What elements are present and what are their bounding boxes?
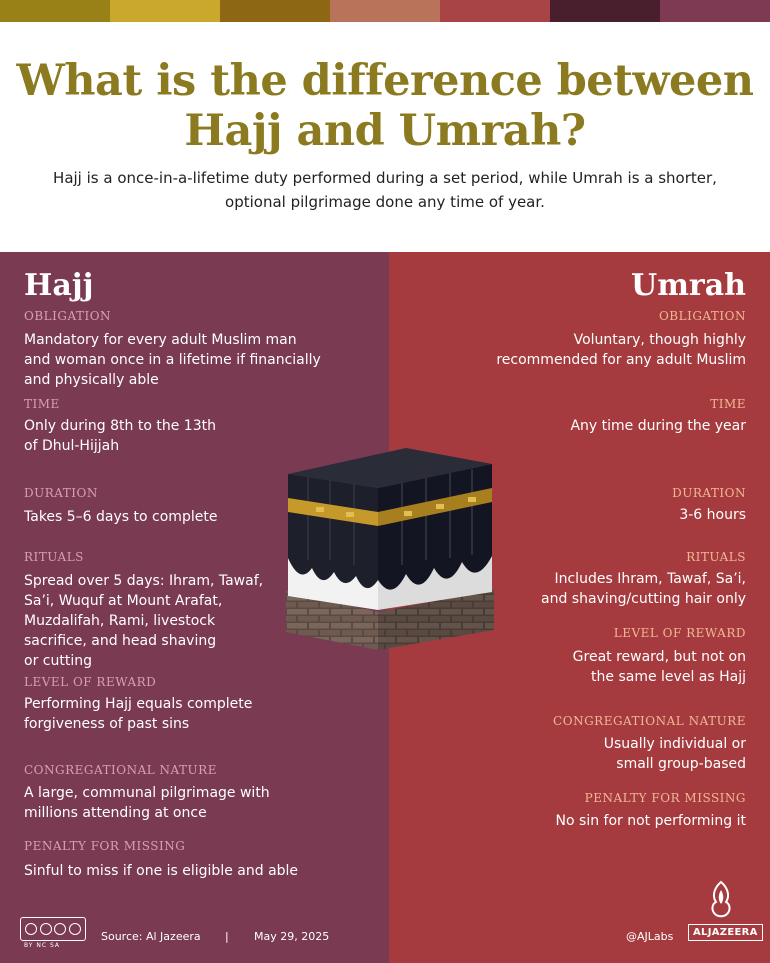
umrah-duration-label: DURATION	[672, 486, 746, 500]
umrah-obligation-text	[416, 330, 746, 370]
subtitle-line-2: optional pilgrimage done any time of year.	[225, 193, 545, 211]
title-line-1: What is the difference between	[16, 56, 754, 106]
text-line: millions attending at once	[24, 805, 207, 821]
stripe	[330, 0, 440, 22]
stripe	[550, 0, 660, 22]
text-line: or cutting	[24, 653, 92, 669]
text-line: Mandatory for every adult Muslim man	[24, 332, 297, 348]
stripe	[660, 0, 770, 22]
text-line: Spread over 5 days: Ihram, Tawaf,	[24, 573, 264, 589]
text-line: Voluntary, though highly	[573, 332, 746, 348]
subtitle-line-1: Hajj is a once-in-a-lifetime duty performed during a set period, while Umrah is a shorter,	[53, 169, 717, 187]
text-line: Includes Ihram, Tawaf, Sa’i,	[554, 571, 746, 587]
footer-separator: |	[225, 930, 229, 943]
text-line: sacrifice, and head shaving	[24, 633, 217, 649]
text-line: of Dhul-Hijjah	[24, 438, 120, 454]
text-line: and woman once in a lifetime if financially	[24, 352, 321, 368]
kaaba-illustration	[286, 440, 496, 650]
text-line: forgiveness of past sins	[24, 716, 190, 732]
license-labels: BY NC SA	[24, 942, 60, 949]
umrah-time-text: Any time during the year	[570, 418, 746, 434]
text-line: Great reward, but not on	[572, 649, 746, 665]
text-line: the same level as Hajj	[591, 669, 746, 685]
hajj-time-label: TIME	[24, 397, 60, 411]
hajj-rituals-label: RITUALS	[24, 550, 84, 564]
hajj-obligation-label: OBLIGATION	[24, 309, 112, 323]
text-line: Sa’i, Wuquf at Mount Arafat,	[24, 593, 223, 609]
aljazeera-brand: ALJAZEERA	[688, 924, 763, 941]
by-icon	[40, 923, 52, 935]
color-stripe-bar	[0, 0, 770, 22]
sa-icon	[69, 923, 81, 935]
hajj-congregational-text	[24, 783, 354, 823]
page-subtitle	[40, 166, 730, 214]
hajj-reward-label: LEVEL OF REWARD	[24, 675, 157, 689]
umrah-reward-label: LEVEL OF REWARD	[613, 626, 746, 640]
stripe	[110, 0, 220, 22]
hajj-penalty-text: Sinful to miss if one is eligible and able	[24, 863, 299, 879]
hajj-duration-text: Takes 5–6 days to complete	[24, 509, 218, 525]
ajlabs-handle: @AJLabs	[626, 930, 674, 943]
text-line: and shaving/cutting hair only	[541, 591, 746, 607]
page-title	[0, 56, 770, 156]
hajj-obligation-text	[24, 330, 354, 390]
cc-icon	[25, 923, 37, 935]
hajj-rituals-text	[24, 571, 284, 671]
creative-commons-badge	[20, 917, 86, 941]
umrah-penalty-text: No sin for not performing it	[555, 813, 746, 829]
aljazeera-logo-icon	[706, 880, 736, 920]
text-line: Performing Hajj equals complete	[24, 696, 253, 712]
publish-date: May 29, 2025	[254, 930, 330, 943]
title-line-2: Hajj and Umrah?	[184, 106, 586, 156]
umrah-congregational-label: CONGREGATIONAL NATURE	[553, 714, 746, 728]
hajj-penalty-label: PENALTY FOR MISSING	[24, 839, 186, 853]
umrah-time-label: TIME	[710, 397, 746, 411]
umrah-duration-text: 3-6 hours	[679, 507, 746, 523]
umrah-reward-text	[416, 647, 746, 687]
umrah-rituals-label: RITUALS	[686, 550, 746, 564]
hajj-heading: Hajj	[24, 268, 94, 303]
umrah-penalty-label: PENALTY FOR MISSING	[584, 791, 746, 805]
umrah-congregational-text	[416, 734, 746, 774]
text-line: recommended for any adult Muslim	[496, 352, 746, 368]
stripe	[0, 0, 110, 22]
stripe	[440, 0, 550, 22]
umrah-heading: Umrah	[631, 268, 746, 303]
stripe	[220, 0, 330, 22]
hajj-reward-text	[24, 694, 354, 734]
text-line: Muzdalifah, Rami, livestock	[24, 613, 216, 629]
hajj-congregational-label: CONGREGATIONAL NATURE	[24, 763, 217, 777]
source-credit: Source: Al Jazeera	[101, 930, 201, 943]
nc-icon	[54, 923, 66, 935]
text-line: and physically able	[24, 372, 159, 388]
umrah-obligation-label: OBLIGATION	[658, 309, 746, 323]
hajj-duration-label: DURATION	[24, 486, 98, 500]
text-line: Only during 8th to the 13th	[24, 418, 216, 434]
text-line: small group-based	[616, 756, 746, 772]
text-line: A large, communal pilgrimage with	[24, 785, 270, 801]
text-line: Usually individual or	[603, 736, 746, 752]
